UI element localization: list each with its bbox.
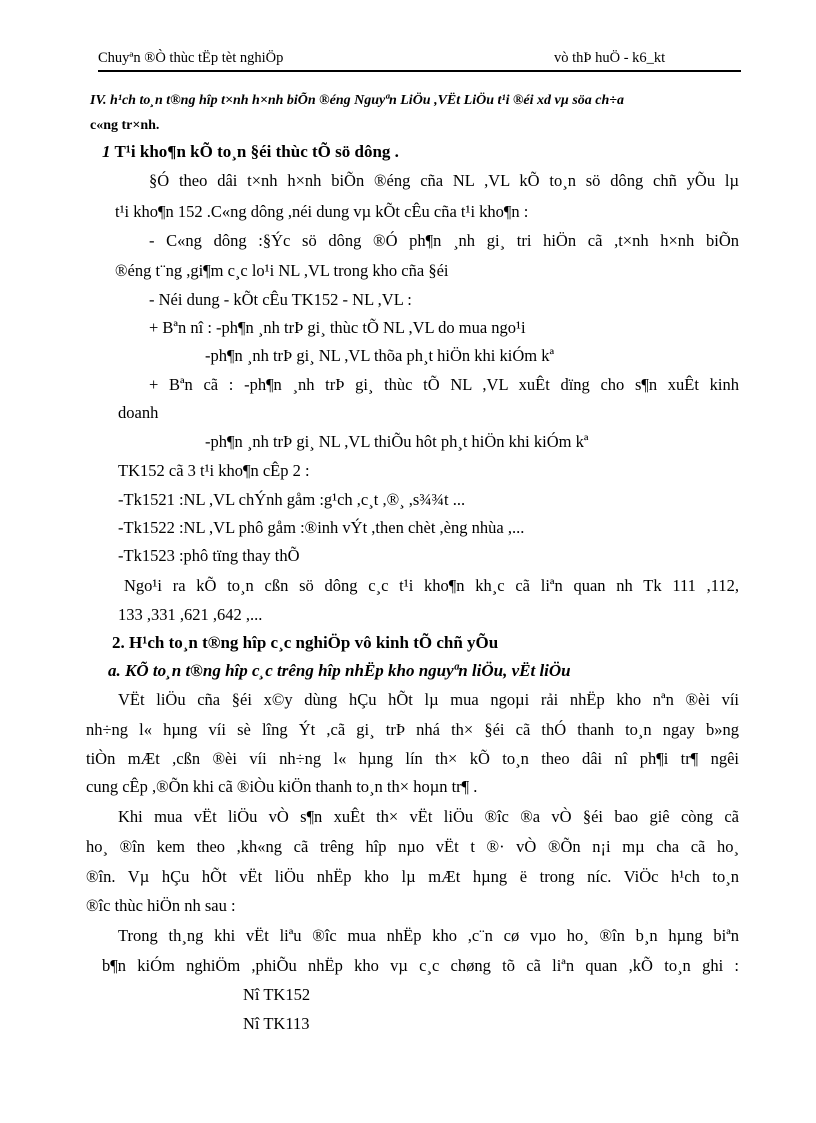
para2-line3: tiÒn mÆt ,cßn ®èi víi nh÷ng l« hµng lín th× kÕ to¸n theo dâi nî ph¶i tr¶ ngêi bbox=[86, 749, 739, 768]
para3-line4: ®îc thùc hiÖn nh sau : bbox=[86, 896, 236, 915]
para3-line3: ®în. Vµ hÇu hÕt vËt liÖu nhËp kho lµ mÆt hµng ë trong níc. ViÖc h¹ch to¸n bbox=[86, 867, 739, 886]
section-1-number: 1 bbox=[102, 142, 111, 161]
other-line1: Ngo¹i ra kÕ to¸n cßn sö dông c¸c t¹i kho¶n kh¸c cã liªn quan nh Tk 111 ,112, bbox=[124, 576, 739, 595]
sub-account-item: -Tk1522 :NL ,VL phô gåm :®inh vÝt ,then chèt ,èng nhùa ,... bbox=[118, 518, 525, 537]
other-line2: 133 ,331 ,621 ,642 ,... bbox=[118, 605, 263, 624]
para4-line2: b¶n kiÓm nghiÖm ,phiÕu nhËp kho vµ c¸c chøng tõ cã liªn quan ,kÕ to¸n ghi : bbox=[102, 956, 739, 975]
section-2-heading: 2. H¹ch to¸n t®ng hîp c¸c nghiÖp vô kinh tÕ chñ yÕu bbox=[112, 633, 499, 652]
page-header bbox=[98, 50, 741, 72]
sub-account-item: -Tk1523 :phô tïng thay thÕ bbox=[118, 546, 300, 565]
section-2a-heading: a. KÕ to¸n t®ng hîp c¸c trêng hîp nhËp kho nguyªn liÖu, vËt liÖu bbox=[108, 661, 571, 680]
heading-iv bbox=[90, 91, 624, 111]
para2-line4: cung cÊp ,®Õn khi cã ®iÒu kiÖn thanh to¸n th× hoµn tr¶ . bbox=[86, 777, 478, 796]
entry-debit-tk113: Nî TK113 bbox=[243, 1014, 310, 1033]
debit-line1: + Bªn nî : -ph¶n ¸nh trÞ gi¸ thùc tÕ NL ,VL do mua ngo¹i bbox=[149, 318, 526, 337]
para2-line1: VËt liÖu cña §éi x©y dùng hÇu hÕt lµ mua ngoµi rải nhËp kho nªn ®èi víi bbox=[118, 690, 739, 709]
para3-line1: Khi mua vËt liÖu vÒ s¶n xuÊt th× vËt liÖu ®îc ®a vÒ §éi bao giê còng cã bbox=[118, 807, 739, 826]
content-line: - Néi dung - kÕt cÊu TK152 - NL ,VL : bbox=[149, 290, 412, 309]
debit-line2: -ph¶n ¸nh trÞ gi¸ NL ,VL thõa ph¸t hiÖn khi kiÓm kª bbox=[205, 346, 555, 365]
para4-line1: Trong th¸ng khi vËt liªu ®îc mua nhËp kho ,c¨n cø vµo ho¸ ®în b¸n hµng biªn bbox=[118, 926, 739, 945]
heading-iv-line2: c«ng tr×nh. bbox=[90, 118, 160, 133]
para1-line2: t¹i kho¶n 152 .C«ng dông ,néi dung vµ kÕt cÊu cña t¹i kho¶n : bbox=[115, 202, 529, 221]
entry-debit-tk152: Nî TK152 bbox=[243, 985, 311, 1004]
para3-line2: ho¸ ®în kem theo ,kh«ng cã trêng hîp nµo vËt t ®· vÒ ®Õn n¡i mµ cha cã ho¸ bbox=[86, 837, 739, 856]
sub-account-item: -Tk1521 :NL ,VL chÝnh gåm :g¹ch ,c¸t ,®¸ ,s¾¾t ... bbox=[118, 490, 466, 509]
para2-line2: nh÷ng l« hµng víi sè lîng Ýt ,cã gi¸ trÞ nhá th× §éi cã thÓ thanh to¸n ngay b»ng bbox=[86, 720, 739, 739]
para1-line1: §Ó theo dâi t×nh h×nh biÕn ®éng cña NL ,VL kÕ to¸n sö dông chñ yÕu lµ bbox=[149, 171, 739, 190]
heading-iv-line1: h¹ch to¸n t®ng hîp t×nh h×nh biÕn ®éng Nguyªn LiÖu ,VËt LiÖu t¹i ®éi xd vµ söa ch÷a bbox=[109, 93, 624, 108]
heading-iv-number: IV. bbox=[90, 93, 107, 108]
header-right-text: vò thÞ huÖ - k6_kt bbox=[554, 50, 666, 66]
credit-line1: + Bªn cã : -ph¶n ¸nh trÞ gi¸ thùc tÕ NL ,VL xuÊt dïng cho s¶n xuÊt kinh bbox=[149, 375, 739, 394]
usage-line1: - C«ng dông :§Ýc sö dông ®Ó ph¶n ¸nh gi¸ tri hiÖn cã ,t×nh h×nh biÕn bbox=[149, 231, 739, 250]
sub-accounts-intro: TK152 cã 3 t¹i kho¶n cÊp 2 : bbox=[118, 461, 310, 480]
section-1-title: T¹i kho¶n kÕ to¸n §éi thùc tÕ sö dông . bbox=[114, 142, 399, 161]
credit-line2: doanh bbox=[118, 403, 159, 422]
header-left-text: Chuyªn ®Ò thùc tËp tèt nghiÖp bbox=[98, 50, 284, 66]
credit-line3: -ph¶n ¸nh trÞ gi¸ NL ,VL thiÕu hôt ph¸t hiÖn khi kiÓm kª bbox=[205, 432, 589, 451]
usage-line2: ®éng t¨ng ,gi¶m c¸c lo¹i NL ,VL trong kho cña §éi bbox=[115, 261, 449, 280]
section-1-heading bbox=[102, 142, 399, 162]
